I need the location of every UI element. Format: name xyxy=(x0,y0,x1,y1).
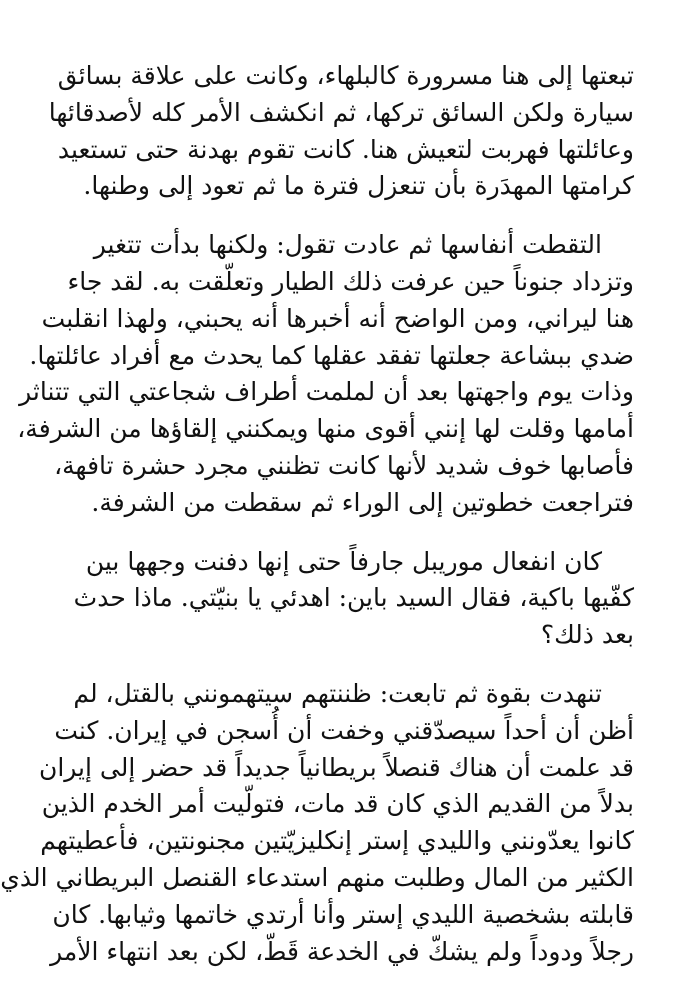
text-line: التقطت أنفاسها ثم عادت تقول: ولكنها بدأت تتغير xyxy=(93,230,602,260)
paragraph-1 xyxy=(48,58,634,205)
paragraph-4 xyxy=(0,676,634,970)
text-line: رجلاً ودوداً ولم يشكّ في الخدعة قَطّ، لكن بعد انتهاء الأمر xyxy=(50,936,634,966)
text-line: كرامتها المهدَرة بأن تنعزل فترة ما ثم تعود إلى وطنها. xyxy=(83,171,634,201)
text-line: قابلته بشخصية الليدي إستر وأنا أرتدي خاتمها وثيابها. كان xyxy=(52,899,634,929)
text-line: كفّيها باكية، فقال السيد باين: اهدئي يا بنيّتي. ماذا حدث xyxy=(73,583,634,613)
text-line: كان انفعال موريبل جارفاً حتى إنها دفنت وجهها بين xyxy=(85,546,602,576)
text-line: الكثير من المال وطلبت منهم استدعاء القنصل البريطاني الذي xyxy=(0,862,634,892)
text-line: أظن أن أحداً سيصدّقني وخفت أن أُسجن في إيران. كنت xyxy=(54,715,634,745)
text-line: بعد ذلك؟ xyxy=(540,620,634,650)
text-line: هنا ليراني، ومن الواضح أنه أخبرها أنه يحبني، ولهذا انقلبت xyxy=(41,303,634,333)
text-line: تبعتها إلى هنا مسرورة كالبلهاء، وكانت على علاقة بسائق xyxy=(57,61,634,90)
text-line: بدلاً من القديم الذي كان قد مات، فتولّيت أمر الخدم الذين xyxy=(41,789,634,819)
text-line: ضدي ببشاعة جعلتها تفقد عقلها كما يحدث مع أفراد عائلتها. xyxy=(29,340,634,370)
book-page xyxy=(0,58,634,992)
text-line: فتراجعت خطوتين إلى الوراء ثم سقطت من الشرفة. xyxy=(91,487,634,517)
text-line: تنهدت بقوة ثم تابعت: ظننتهم سيتهمونني بالقتل، لم xyxy=(73,678,602,708)
text-line: وتزداد جنوناً حين عرفت ذلك الطيار وتعلّقت به. لقد جاء xyxy=(67,266,634,296)
text-line: قد علمت أن هناك قنصلاً بريطانياً جديداً قد حضر إلى إيران xyxy=(38,752,634,782)
text-line: وعائلتها فهربت لتعيش هنا. كانت تقوم بهدنة حتى تستعيد xyxy=(57,134,634,164)
text-line: سيارة ولكن السائق تركها، ثم انكشف الأمر كله لأصدقائها xyxy=(48,97,634,127)
paragraph-3 xyxy=(73,544,634,654)
paragraph-2 xyxy=(17,227,634,521)
text-line: وذات يوم واجهتها بعد أن لملمت أطراف شجاعتي التي تتناثر xyxy=(19,377,634,407)
text-line: كانوا يعدّونني والليدي إستر إنكليزيّتين مجنونتين، فأعطيتهم xyxy=(40,826,634,856)
text-line: أمامها وقلت لها إنني أقوى منها ويمكنني إلقاؤها من الشرفة، xyxy=(17,414,634,444)
text-line: فأصابها خوف شديد لأنها كانت تظنني مجرد حشرة تافهة، xyxy=(54,450,634,480)
